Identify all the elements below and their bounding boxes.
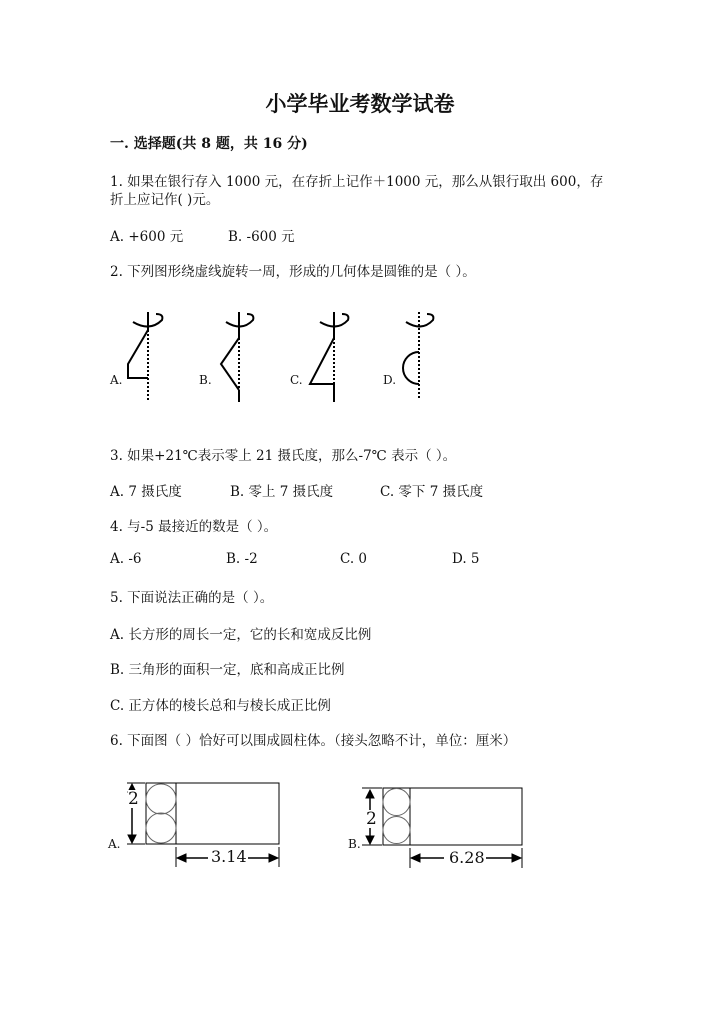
- page-title: 小学毕业考数学试卷: [265, 91, 455, 116]
- q1-text: 1. 如果在银行存入 1000 元，在存折上记作＋1000 元，那么从银行取出 600，存: [110, 174, 604, 190]
- section-heading: 一. 选择题(共 8 题，共 16 分): [110, 136, 308, 152]
- figure-a: [128, 312, 162, 400]
- figure-b-net: [362, 788, 522, 868]
- q3-option-a: A. 7 摄氏度: [110, 484, 182, 500]
- q2-option-b: B.: [199, 373, 212, 387]
- q5-option-b: B. 三角形的面积一定，底和高成正比例: [110, 662, 345, 678]
- q6-b-height-label: 2: [366, 809, 377, 829]
- figure-a-net: [127, 783, 279, 867]
- figure-c: [310, 312, 348, 402]
- q6-option-b: B.: [348, 837, 361, 851]
- q4-option-a: A. -6: [110, 551, 142, 567]
- q1-option-a: A. +600 元: [110, 229, 184, 245]
- q5-option-c: C. 正方体的棱长总和与棱长成正比例: [110, 698, 331, 714]
- q4-option-c: C. 0: [340, 551, 368, 567]
- q3-option-b: B. 零上 7 摄氏度: [230, 484, 334, 500]
- figure-d: [403, 312, 433, 400]
- q4-option-b: B. -2: [226, 551, 258, 567]
- q6-a-width-label: 3.14: [211, 847, 247, 866]
- q2-text: 2. 下列图形绕虚线旋转一周，形成的几何体是圆锥的是（ ）。: [110, 264, 476, 280]
- figure-b: [221, 312, 253, 402]
- q2-option-d: D.: [383, 373, 397, 387]
- q3-option-c: C. 零下 7 摄氏度: [380, 484, 484, 500]
- q4-option-d: D. 5: [452, 551, 480, 567]
- q6-text: 6. 下面图（ ）恰好可以围成圆柱体。（接头忽略不计，单位：厘米）: [110, 733, 517, 749]
- q5-text: 5. 下面说法正确的是（ ）。: [110, 590, 274, 606]
- q1-option-b: B. -600 元: [228, 229, 295, 245]
- q3-text: 3. 如果+21℃表示零上 21 摄氏度，那么-7℃ 表示（ ）。: [110, 448, 457, 464]
- q6-b-width-label: 6.28: [449, 848, 485, 867]
- q2-option-c: C.: [290, 373, 303, 387]
- q6-a-height-label: 2: [128, 789, 139, 809]
- q2-figures: [0, 300, 720, 420]
- q5-option-a: A. 长方形的周长一定，它的长和宽成反比例: [110, 627, 372, 643]
- q6-option-a: A.: [108, 837, 121, 851]
- q2-option-a: A.: [110, 373, 123, 387]
- q4-text: 4. 与-5 最接近的数是（ ）。: [110, 519, 278, 535]
- q1-text-cont: 折上应记作( )元。: [110, 192, 220, 208]
- q6-figures: [0, 770, 720, 880]
